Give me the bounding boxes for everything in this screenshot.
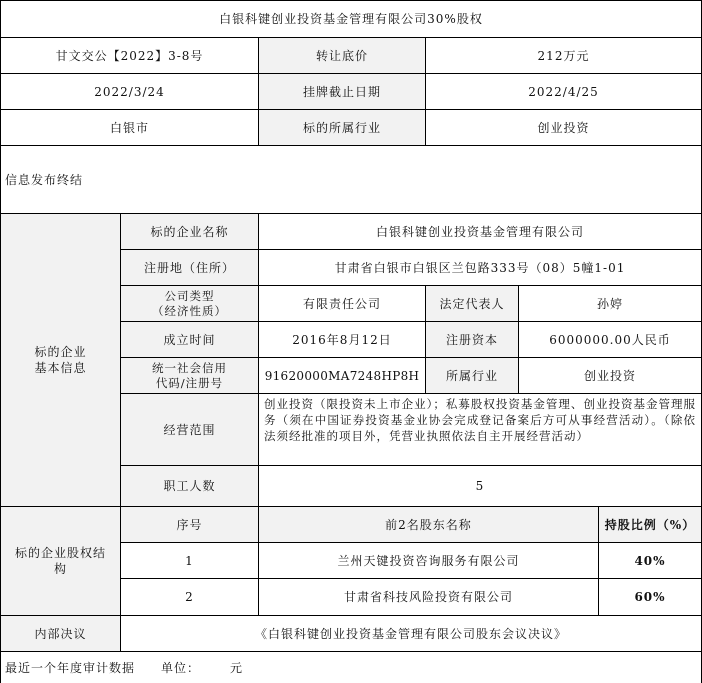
company-info-section-label: 标的企业 基本信息 bbox=[0, 214, 121, 507]
resolution-label: 内部决议 bbox=[0, 616, 121, 652]
business-scope: 创业投资（限投资未上市企业）；私募股权投资基金管理、创业投资基金管理服务（须在中国证券投资基金业协会完成登记备案后方可从事经营活动）。（除依法须经批准的项目外，凭营业执照依法自主开展经营活动） bbox=[259, 394, 702, 466]
sector: 创业投资 bbox=[519, 358, 702, 394]
capital-label: 注册资本 bbox=[426, 322, 519, 358]
audit-label: 最近一个年度审计数据 bbox=[5, 660, 136, 675]
address-label: 注册地（住所） bbox=[121, 250, 259, 286]
col-header-ratio: 持股比例（%） bbox=[599, 507, 702, 543]
deadline-label: 挂牌截止日期 bbox=[259, 74, 426, 110]
table-row-ratio: 60% bbox=[599, 579, 702, 616]
table-row-ratio: 40% bbox=[599, 543, 702, 579]
industry: 创业投资 bbox=[426, 110, 702, 146]
company-name-label: 标的企业名称 bbox=[121, 214, 259, 250]
legal-rep: 孙婷 bbox=[519, 286, 702, 322]
listing-title: 白银科键创业投资基金管理有限公司30%股权 bbox=[0, 0, 702, 38]
reserve-price: 212万元 bbox=[426, 38, 702, 74]
start-date: 2022/3/24 bbox=[0, 74, 259, 110]
industry-label: 标的所属行业 bbox=[259, 110, 426, 146]
founded-date: 2016年8月12日 bbox=[259, 322, 426, 358]
table-row-no: 2 bbox=[121, 579, 259, 616]
company-type-label: 公司类型 （经济性质） bbox=[121, 286, 259, 322]
audit-row bbox=[0, 652, 702, 683]
credit-code: 91620000MA7248HP8H bbox=[259, 358, 426, 394]
reserve-price-label: 转让底价 bbox=[259, 38, 426, 74]
table-row-shareholder: 甘肃省科技风险投资有限公司 bbox=[259, 579, 599, 616]
company-type: 有限责任公司 bbox=[259, 286, 426, 322]
audit-unit-label: 单位： bbox=[161, 660, 201, 675]
table-row-shareholder: 兰州天键投资咨询服务有限公司 bbox=[259, 543, 599, 579]
credit-code-label: 统一社会信用 代码/注册号 bbox=[121, 358, 259, 394]
sector-label: 所属行业 bbox=[426, 358, 519, 394]
deadline: 2022/4/25 bbox=[426, 74, 702, 110]
ref-number: 甘文交公【2022】3-8号 bbox=[0, 38, 259, 74]
staff-label: 职工人数 bbox=[121, 466, 259, 507]
resolution-value: 《白银科键创业投资基金管理有限公司股东会议决议》 bbox=[121, 616, 702, 652]
city: 白银市 bbox=[0, 110, 259, 146]
staff-count: 5 bbox=[259, 466, 702, 507]
equity-section-label: 标的企业股权结 构 bbox=[0, 507, 121, 616]
col-header-no: 序号 bbox=[121, 507, 259, 543]
scope-label: 经营范围 bbox=[121, 394, 259, 466]
col-header-shareholder: 前2名股东名称 bbox=[259, 507, 599, 543]
address: 甘肃省白银市白银区兰包路333号（08）5幢1-01 bbox=[259, 250, 702, 286]
registered-capital: 6000000.00人民币 bbox=[519, 322, 702, 358]
audit-unit: 元 bbox=[230, 660, 244, 675]
status-text: 信息发布终结 bbox=[0, 146, 702, 214]
table-row-no: 1 bbox=[121, 543, 259, 579]
company-name: 白银科键创业投资基金管理有限公司 bbox=[259, 214, 702, 250]
legal-rep-label: 法定代表人 bbox=[426, 286, 519, 322]
founded-label: 成立时间 bbox=[121, 322, 259, 358]
